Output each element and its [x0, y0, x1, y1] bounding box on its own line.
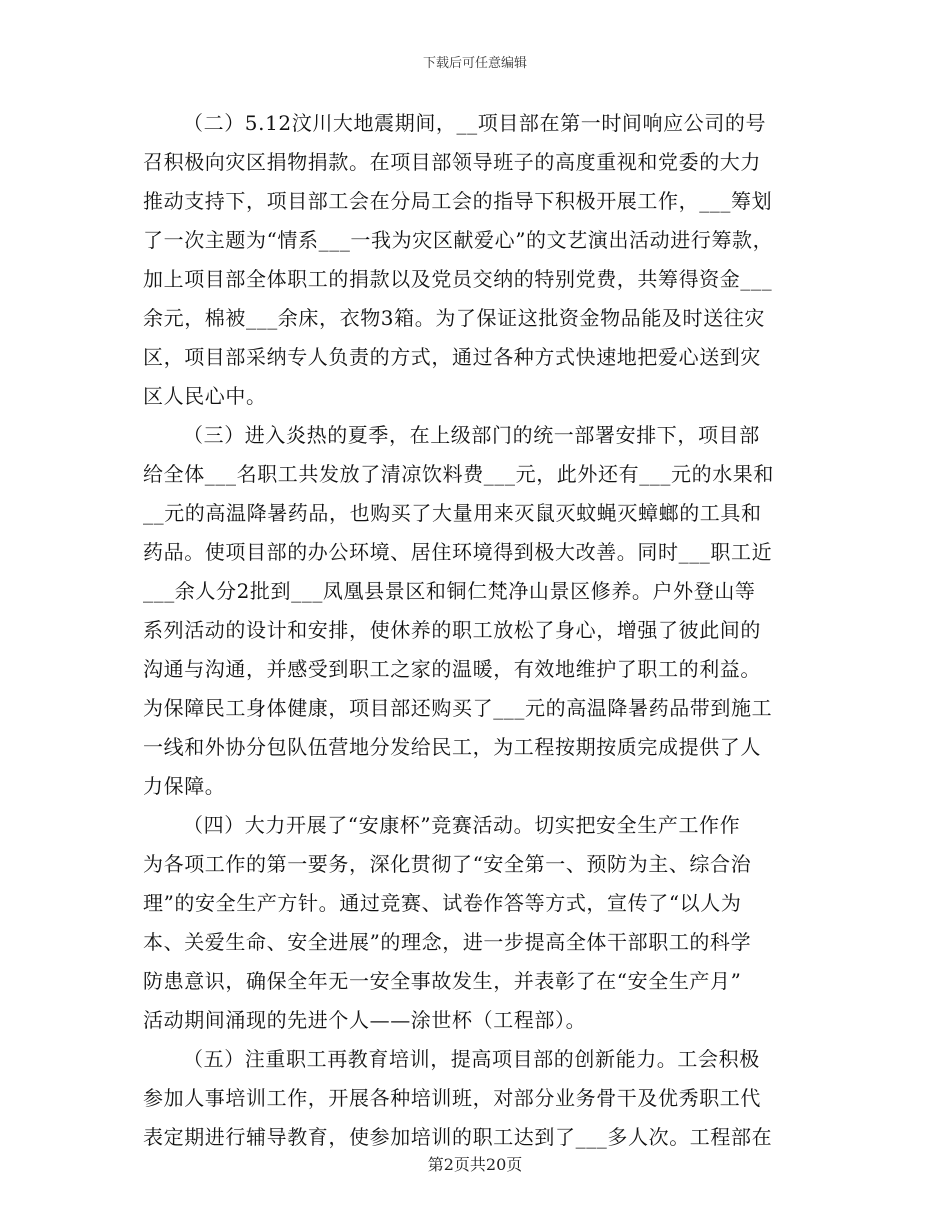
text-line: 余元，棉被___余床，衣物3箱。为了保证这批资金物品能及时送往灾: [143, 306, 765, 330]
text-line: 力保障。: [143, 774, 226, 798]
page-header: 下载后可任意编辑: [422, 56, 527, 71]
paragraph-4: [143, 806, 811, 1040]
text-line: 加上项目部全体职工的捐款以及党员交纳的特别党费，共筹得资金___: [143, 267, 773, 291]
text-line: __元的高温降暑药品，也购买了大量用来灭鼠灭蚊蝇灭蟑螂的工具和: [143, 501, 762, 525]
text-line: 为各项工作的第一要务，深化贯彻了“安全第一、预防为主、综合治: [143, 852, 752, 876]
text-line: 召积极向灾区捐物捐款。在项目部领导班子的高度重视和党委的大力: [143, 150, 761, 174]
paragraph-2: [143, 104, 811, 416]
page-number: 第2页共20页: [427, 1155, 523, 1174]
text-line: 表定期进行辅导教育，使参加培训的职工达到了___多人次。工程部在: [143, 1125, 773, 1149]
text-line: 系列活动的设计和安排，使休养的职工放松了身心，增强了彼此间的: [143, 618, 761, 642]
text-line: 区人民心中。: [143, 384, 267, 408]
text-line: 本、关爱生命、安全进展”的理念，进一步提高全体干部职工的科学: [143, 930, 752, 954]
text-line: （三）进入炎热的夏季，在上级部门的统一部署安排下，项目部: [183, 423, 760, 447]
text-line: （五）注重职工再教育培训，提高项目部的创新能力。工会积极: [183, 1047, 760, 1071]
text-line: 区，项目部采纳专人负责的方式，通过各种方式快速地把爱心送到灾: [143, 345, 761, 369]
text-line: ___余人分2批到___凤凰县景区和铜仁梵净山景区修养。户外登山等: [143, 579, 756, 603]
paragraph-3: [143, 416, 811, 806]
text-line: 沟通与沟通，并感受到职工之家的温暖，有效地维护了职工的利益。: [143, 657, 761, 681]
text-line: 参加人事培训工作，开展各种培训班，对部分业务骨干及优秀职工代: [143, 1086, 761, 1110]
text-line: 了一次主题为“情系___一我为灾区献爱心”的文艺演出活动进行筹款，: [143, 228, 774, 252]
text-line: 一线和外协分包队伍营地分发给民工，为工程按期按质完成提供了人: [143, 735, 761, 759]
text-line: 给全体___名职工共发放了清凉饮料费___元，此外还有___元的水果和: [143, 462, 774, 486]
text-line: 推动支持下，项目部工会在分局工会的指导下积极开展工作，___筹划: [143, 189, 773, 213]
paragraph-5: [143, 1040, 811, 1157]
text-line: （四）大力开展了“安康杯”竞赛活动。切实把安全生产工作作: [183, 813, 741, 837]
text-line: 活动期间涌现的先进个人——涂世杯（工程部）。: [143, 1008, 587, 1032]
text-line: 药品。使项目部的办公环境、居住环境得到极大改善。同时___职工近: [143, 540, 773, 564]
text-line: 理”的安全生产方针。通过竞赛、试卷作答等方式，宣传了“以人为: [143, 891, 742, 915]
text-line: 为保障民工身体健康，项目部还购买了___元的高温降暑药品带到施工: [143, 696, 773, 720]
text-line: （二）5.12汶川大地震期间，__项目部在第一时间响应公司的号: [183, 111, 767, 135]
document-body: [143, 104, 811, 1157]
text-line: 防患意识，确保全年无一安全事故发生，并表彰了在“安全生产月”: [143, 969, 742, 993]
